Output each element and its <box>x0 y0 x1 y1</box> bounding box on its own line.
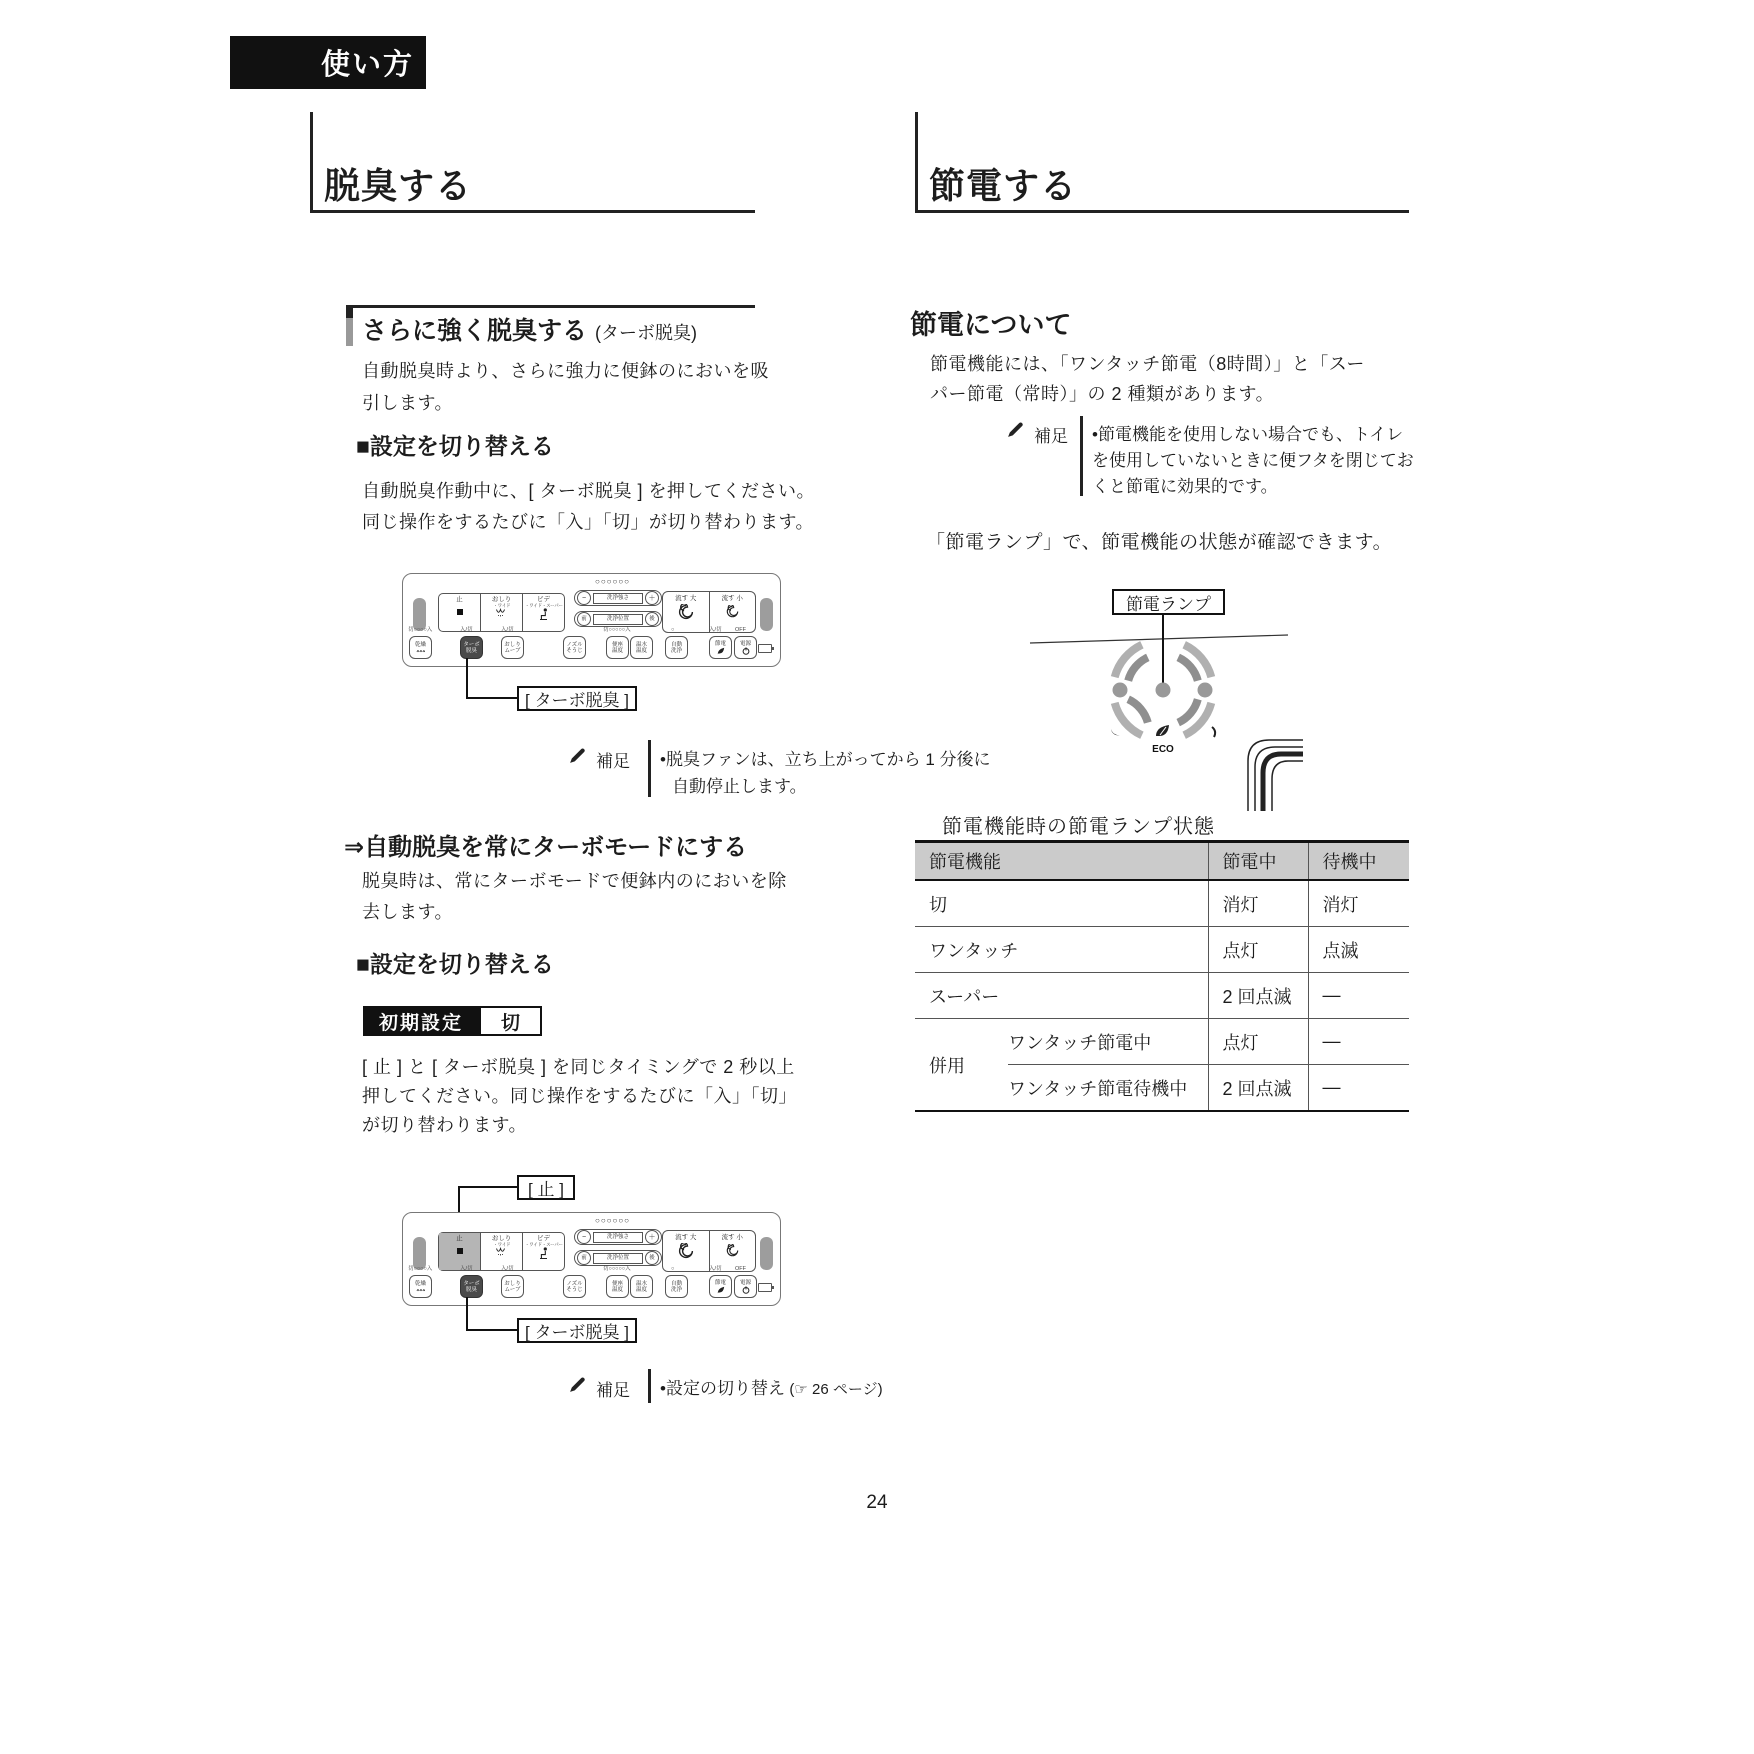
tiny-label: 入/切 <box>709 627 722 633</box>
nozzle-clean-button: ノズル そうじ <box>563 1275 586 1298</box>
back-button: 後 <box>645 1251 659 1265</box>
cell-function: 切 <box>915 880 1208 927</box>
section-rule <box>346 305 755 308</box>
cell-saving: 消灯 <box>1208 880 1308 927</box>
stop-square-icon <box>457 1248 463 1254</box>
heat-lines-icon <box>416 1287 425 1292</box>
tiny-label: 入/切 <box>709 1266 722 1272</box>
battery-icon <box>758 1283 772 1292</box>
right-column-title: 節電する <box>929 165 1078 206</box>
title-rule <box>915 112 918 212</box>
stop-label: 止 <box>456 1235 463 1242</box>
leaf-icon <box>717 647 725 655</box>
wash-position-label: 洗浄位置 <box>593 614 643 625</box>
pencil-icon <box>568 746 587 765</box>
body-text: 「節電ランプ」で、節電機能の状態が確認できます。 <box>926 532 1393 553</box>
note-text <box>660 1374 883 1399</box>
title-rule <box>310 210 755 213</box>
table-row <box>915 927 1409 973</box>
stop-button <box>439 594 480 631</box>
pencil-icon <box>568 1375 587 1394</box>
note-label: 補足 <box>1034 427 1068 446</box>
flush-small-label: 流す 小 <box>721 1234 743 1241</box>
callout-line <box>466 697 517 699</box>
water-temp-button: 温水 温度 <box>630 636 653 659</box>
flush-big-button <box>663 592 709 632</box>
cell-standby: — <box>1308 973 1409 1019</box>
seated-person-icon <box>538 608 549 620</box>
note-text: •脱臭ファンは、立ち上がってから 1 分後に <box>660 750 991 769</box>
cell-saving: 点灯 <box>1208 927 1308 973</box>
flush-spiral-icon <box>678 604 694 620</box>
oshiri-label: おしり <box>491 1235 512 1242</box>
flush-small-label: 流す 小 <box>721 595 743 602</box>
section-heading-text: さらに強く脱臭する <box>362 317 588 345</box>
bide-sub-label: ・ワイド・スーパー <box>524 1242 563 1247</box>
bide-label: ビデ <box>537 596 550 603</box>
remote-side-button-right <box>760 1237 773 1270</box>
section-heading-note: (ターボ脱臭) <box>595 323 698 343</box>
strength-indicator-dots: ○○○○○○ <box>595 1216 630 1225</box>
water-temp-button: 温水 温度 <box>630 1275 653 1298</box>
tiny-label: 入/切 <box>460 1266 473 1272</box>
body-text: [ 止 ] と [ ターボ脱臭 ] を同じタイミングで 2 秒以上 <box>362 1057 795 1077</box>
wash-position-control <box>574 611 662 627</box>
power-icon <box>742 1286 750 1294</box>
bide-label: ビデ <box>537 1235 550 1242</box>
chapter-tag: 使い方 <box>230 36 426 89</box>
plus-button: ＋ <box>645 1230 659 1244</box>
col-header-function: 節電機能 <box>915 842 1208 881</box>
nozzle-clean-button: ノズル そうじ <box>563 636 586 659</box>
power-button: 電源 <box>734 1275 757 1298</box>
body-text: 同じ操作をするたびに「入」「切」が切り替わります。 <box>362 512 815 532</box>
stop-square-icon <box>457 609 463 615</box>
default-setting-value: 切 <box>479 1006 542 1036</box>
oshiri-sub-label: ・ワイド <box>493 1242 510 1247</box>
dryer-button: 乾燥 <box>409 1275 432 1298</box>
oshiri-label: おしり <box>491 596 512 603</box>
seat-temp-button: 便座 温度 <box>606 1275 629 1298</box>
body-text: 節電機能には、「ワンタッチ節電（8時間）」と「スー <box>930 354 1365 374</box>
bide-button <box>522 1233 564 1270</box>
bide-sub-label: ・ワイド・スーパー <box>524 603 563 608</box>
col-header-standby: 待機中 <box>1308 842 1409 881</box>
callout-line <box>466 658 468 699</box>
callout-line <box>458 1186 460 1213</box>
wash-strength-label: 洗浄強さ <box>593 593 643 604</box>
cell-saving: 2 回点滅 <box>1208 973 1308 1019</box>
left-column-title: 脱臭する <box>324 165 473 206</box>
oshiri-sub-label: ・ワイド <box>493 603 510 608</box>
body-text: 去します。 <box>362 902 454 922</box>
tiny-label: 切○○○○○入 <box>603 627 631 633</box>
flush-spiral-icon <box>726 605 739 618</box>
tiny-label: OFF <box>735 627 746 633</box>
title-rule <box>915 210 1409 213</box>
eco-text: ECO <box>1152 744 1174 755</box>
lamp-dot <box>1113 683 1128 698</box>
plus-button: ＋ <box>645 591 659 605</box>
note-label: 補足 <box>596 752 630 771</box>
subsection-heading: ■設定を切り替える <box>356 951 554 977</box>
note-page-reference: (☞ 26 ページ) <box>789 1381 883 1398</box>
eco-button: 節電 <box>709 1275 732 1298</box>
section-heading: 節電について <box>910 310 1072 340</box>
table-title: 節電機能時の節電ランプ状態 <box>942 816 1215 838</box>
tiny-label: 入/切 <box>460 627 473 633</box>
remote-side-button-right <box>760 598 773 631</box>
wash-strength-control <box>574 1229 662 1245</box>
turbo-deodorize-button: ターボ 脱臭 <box>460 1275 483 1298</box>
tiny-label: 切○○○○入 <box>408 627 433 633</box>
callout-line <box>466 1329 517 1331</box>
timer-icon <box>1212 727 1215 737</box>
callout-line <box>458 1186 517 1188</box>
front-button: 前 <box>577 1251 591 1265</box>
wash-strength-control <box>574 590 662 606</box>
power-icon <box>742 647 750 655</box>
title-rule <box>310 112 313 212</box>
subsection-heading: ■設定を切り替える <box>356 433 554 459</box>
wash-strength-label: 洗浄強さ <box>593 1232 643 1243</box>
auto-flush-button: 自動 洗浄 <box>665 636 688 659</box>
cell-standby: — <box>1308 1065 1409 1112</box>
dryer-button: 乾燥 <box>409 636 432 659</box>
table-header-row <box>915 842 1409 881</box>
stop-button <box>439 1233 480 1270</box>
lamp-dot <box>1198 683 1213 698</box>
section-bar <box>346 305 353 318</box>
stop-label: 止 <box>456 596 463 603</box>
callout-line <box>466 1297 468 1331</box>
leaf-icon <box>717 1286 725 1294</box>
callout-turbo-deodorize: [ ターボ脱臭 ] <box>517 686 637 711</box>
turbo-deodorize-button: ターボ 脱臭 <box>460 636 483 659</box>
minus-button: − <box>577 1230 591 1244</box>
tiny-label: ○ <box>671 1266 675 1272</box>
cell-standby: 消灯 <box>1308 880 1409 927</box>
spray-icon <box>495 608 508 617</box>
spray-icon <box>495 1247 508 1256</box>
eco-lamp-dot <box>1156 683 1171 698</box>
body-text: が切り替わります。 <box>362 1115 528 1135</box>
note-text: •設定の切り替え <box>660 1379 785 1398</box>
body-text: 脱臭時は、常にターボモードで便鉢内のにおいを除 <box>362 871 787 891</box>
cell-standby: — <box>1308 1019 1409 1065</box>
page-number: 24 <box>866 1492 888 1513</box>
section-bar <box>346 318 353 346</box>
oshiri-button <box>480 1233 522 1270</box>
section-heading: ⇒自動脱臭を常にターボモードにする <box>344 834 748 861</box>
remote-diagram-2 <box>402 1212 781 1306</box>
pencil-icon <box>1006 420 1025 439</box>
moon-icon <box>1111 729 1120 735</box>
remote-control-panel <box>402 1212 781 1306</box>
cell-sub-function: ワンタッチ節電待機中 <box>1008 1065 1208 1112</box>
seated-person-icon <box>538 1247 549 1259</box>
strength-indicator-dots: ○○○○○○ <box>595 577 630 586</box>
callout-stop: [ 止 ] <box>517 1175 575 1200</box>
tiny-label: 切○○○○入 <box>408 1266 433 1272</box>
eco-lamp-diagram <box>1015 583 1305 813</box>
note-text: 自動停止します。 <box>672 777 807 796</box>
power-button: 電源 <box>734 636 757 659</box>
body-text: 引します。 <box>362 393 454 413</box>
remote-control-panel <box>402 573 781 667</box>
body-text: 自動脱臭作動中に、[ ターボ脱臭 ] を押してください。 <box>362 481 816 501</box>
eco-button: 節電 <box>709 636 732 659</box>
flush-big-label: 流す 大 <box>675 1234 697 1241</box>
flush-big-label: 流す 大 <box>675 595 697 602</box>
toilet-lid-corner <box>1248 740 1303 811</box>
body-text: 押してください。同じ操作をするたびに「入」「切」 <box>362 1086 797 1106</box>
tiny-label: OFF <box>735 1266 746 1272</box>
table-row <box>915 1019 1409 1065</box>
oshiri-move-button: おしり ムーブ <box>501 1275 524 1298</box>
section-heading <box>362 311 697 347</box>
wash-position-label: 洗浄位置 <box>593 1253 643 1264</box>
seat-temp-button: 便座 温度 <box>606 636 629 659</box>
oshiri-button <box>480 594 522 631</box>
note-divider <box>648 740 651 797</box>
auto-flush-button: 自動 洗浄 <box>665 1275 688 1298</box>
note-label: 補足 <box>596 1381 630 1400</box>
body-text: 自動脱臭時より、さらに強力に便鉢のにおいを吸 <box>362 361 769 381</box>
cell-saving: 2 回点滅 <box>1208 1065 1308 1112</box>
eco-leaf-icon <box>1156 725 1169 736</box>
note-text: を使用していないときに便フタを閉じてお <box>1092 451 1414 470</box>
heat-lines-icon <box>416 648 425 653</box>
eco-lamp-callout: 節電ランプ <box>1112 589 1225 615</box>
flush-spiral-icon <box>678 1243 694 1259</box>
back-button: 後 <box>645 612 659 626</box>
default-setting-badge: 初期設定 <box>363 1006 479 1036</box>
note-divider <box>1080 416 1083 496</box>
remote-diagram-1 <box>402 573 781 667</box>
tiny-label: 切○○○○○入 <box>603 1266 631 1272</box>
battery-icon <box>758 644 772 653</box>
col-header-saving: 節電中 <box>1208 842 1308 881</box>
note-text: くと節電に効果的です。 <box>1092 477 1278 496</box>
cell-standby: 点滅 <box>1308 927 1409 973</box>
tiny-label: 入/切 <box>501 627 514 633</box>
note-text: •節電機能を使用しない場合でも、トイレ <box>1092 425 1404 444</box>
body-text: パー節電（常時）」の 2 種類があります。 <box>930 384 1275 404</box>
flush-spiral-icon <box>726 1244 739 1257</box>
flush-small-button <box>709 1231 756 1271</box>
front-button: 前 <box>577 612 591 626</box>
flush-small-button <box>709 592 756 632</box>
bide-button <box>522 594 564 631</box>
cell-sub-function: ワンタッチ節電中 <box>1008 1019 1208 1065</box>
eco-lamp-state-table <box>915 840 1409 1112</box>
oshiri-move-button: おしり ムーブ <box>501 636 524 659</box>
callout-turbo-deodorize: [ ターボ脱臭 ] <box>517 1318 637 1343</box>
cell-function: スーパー <box>915 973 1208 1019</box>
cell-function: ワンタッチ <box>915 927 1208 973</box>
tiny-label: ○ <box>671 627 675 633</box>
cell-saving: 点灯 <box>1208 1019 1308 1065</box>
minus-button: − <box>577 591 591 605</box>
wash-position-control <box>574 1250 662 1266</box>
flush-big-button <box>663 1231 709 1271</box>
cell-function: 併用 <box>915 1019 1008 1112</box>
table-row <box>915 880 1409 927</box>
tiny-label: 入/切 <box>501 1266 514 1272</box>
note-divider <box>648 1369 651 1403</box>
table-row <box>915 973 1409 1019</box>
